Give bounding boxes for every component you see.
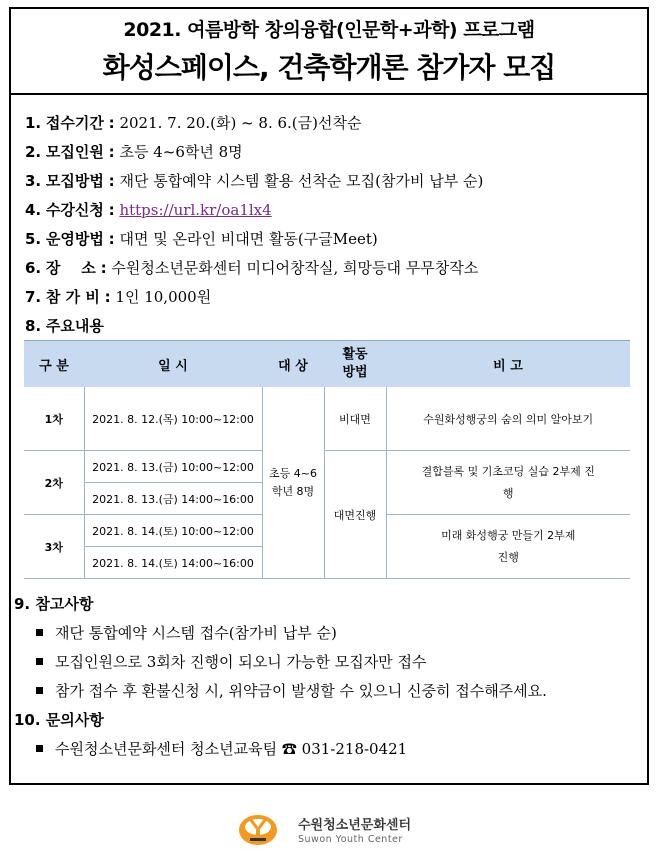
note-text: 결합블록 및 기초코딩 실습 2부제 진행: [421, 464, 595, 500]
item-separator: :: [108, 201, 115, 219]
notes-title: 9. 참고사항: [14, 595, 94, 613]
table-row: [24, 451, 630, 483]
datetime-cell: 2021. 8. 13.(금) 10:00~12:00: [84, 451, 262, 483]
datetime-cell: 2021. 8. 12.(목) 10:00~12:00: [84, 387, 262, 451]
bullet-text: 참가 접수 후 환불신청 시, 위약금이 발생할 수 있으니 신중히 접수해주세요.: [55, 682, 547, 700]
info-item-registration: [25, 196, 647, 225]
item-separator: :: [108, 114, 115, 132]
note-text: 미래 화성행궁 만들기 2부제 진행: [441, 528, 576, 564]
square-bullet-icon: [36, 629, 43, 636]
item-label: 주요내용: [45, 317, 104, 335]
datetime-cell: 2021. 8. 14.(토) 14:00~16:00: [84, 547, 262, 579]
contact-title: 10. 문의사항: [14, 711, 104, 729]
bullet-text: 수원청소년문화센터 청소년교육팀 ☎ 031-218-0421: [55, 740, 408, 758]
info-item-operation: [25, 225, 647, 254]
item-separator: :: [108, 230, 115, 248]
item-label: 모집인원: [45, 143, 104, 161]
square-bullet-icon: [36, 745, 43, 752]
table-header-row: [24, 341, 630, 388]
list-item: [14, 735, 547, 764]
note-cell: [386, 515, 630, 579]
item-number: 3.: [25, 172, 42, 190]
list-item: [14, 648, 547, 677]
item-label: 운영방법: [45, 230, 104, 248]
round-cell: 3차: [24, 515, 84, 579]
round-cell: 1차: [24, 387, 84, 451]
note-cell: 수원화성행궁의 숨의 의미 알아보기: [386, 387, 630, 451]
method-cell: 비대면: [324, 387, 386, 451]
target-cell: [262, 387, 324, 579]
info-item-period: [25, 109, 647, 138]
info-item-content: [25, 312, 647, 341]
footer-org-name: 수원청소년문화센터: [298, 818, 412, 833]
round-cell: 2차: [24, 451, 84, 515]
item-number: 2.: [25, 143, 42, 161]
item-value: 초등 4~6학년 8명: [119, 143, 243, 161]
program-title: 2021. 여름방학 창의융합(인문학+과학) 프로그램: [123, 19, 535, 41]
item-label: 장 소: [45, 259, 96, 277]
list-item: [14, 619, 547, 648]
note-cell: [386, 451, 630, 515]
square-bullet-icon: [36, 687, 43, 694]
header-round: 구 분: [24, 341, 84, 388]
info-item-location: [25, 254, 647, 283]
item-number: 6.: [25, 259, 42, 277]
document-header: [11, 9, 647, 95]
header-target: 대 상: [262, 341, 324, 388]
recruitment-title: 화성스페이스, 건축학개론 참가자 모집: [102, 51, 556, 84]
datetime-cell: 2021. 8. 14.(토) 10:00~12:00: [84, 515, 262, 547]
schedule-table: [24, 340, 630, 579]
item-value: 재단 통합예약 시스템 활용 선착순 모집(참가비 납부 순): [119, 172, 484, 190]
registration-link[interactable]: https://url.kr/oa1lx4: [119, 201, 272, 219]
item-value: 1인 10,000원: [115, 288, 212, 306]
item-separator: :: [104, 288, 111, 306]
item-separator: :: [108, 143, 115, 161]
header-method-label: 활동 방법: [342, 347, 368, 380]
footer-org-english: Suwon Youth Center: [298, 834, 403, 845]
bullet-text: 모집인원으로 3회차 진행이 되오니 가능한 모집자만 접수: [55, 653, 427, 671]
info-item-method: [25, 167, 647, 196]
item-number: 8.: [25, 317, 42, 335]
item-label: 모집방법: [45, 172, 104, 190]
item-number: 7.: [25, 288, 42, 306]
header-datetime: 일 시: [84, 341, 262, 388]
item-separator: :: [108, 172, 115, 190]
method-cell: 대면진행: [324, 451, 386, 579]
item-value: 수원청소년문화센터 미디어창작실, 희망등대 무무창작소: [111, 259, 479, 277]
list-item: [14, 677, 547, 706]
item-separator: :: [100, 259, 107, 277]
suwon-youth-center-logo-icon: [238, 810, 278, 848]
item-value: 대면 및 온라인 비대면 활동(구글Meet): [119, 230, 378, 248]
header-note: 비 고: [386, 341, 630, 388]
notes-section: [14, 590, 547, 764]
item-label: 수강신청: [45, 201, 104, 219]
item-label: 접수기간: [45, 114, 104, 132]
item-number: 4.: [25, 201, 42, 219]
header-method: [324, 341, 386, 388]
datetime-cell: 2021. 8. 13.(금) 14:00~16:00: [84, 483, 262, 515]
square-bullet-icon: [36, 658, 43, 665]
bullet-text: 재단 통합예약 시스템 접수(참가비 납부 순): [55, 624, 337, 642]
info-item-fee: [25, 283, 647, 312]
item-label: 참 가 비: [45, 288, 100, 306]
footer-logo: [238, 810, 458, 850]
item-value: 2021. 7. 20.(화) ~ 8. 6.(금)선착순: [119, 114, 362, 132]
item-number: 1.: [25, 114, 42, 132]
target-text: 초등 4~6학년 8명: [269, 466, 317, 498]
table-row: [24, 387, 630, 451]
info-list: [11, 95, 647, 341]
item-number: 5.: [25, 230, 42, 248]
info-item-capacity: [25, 138, 647, 167]
